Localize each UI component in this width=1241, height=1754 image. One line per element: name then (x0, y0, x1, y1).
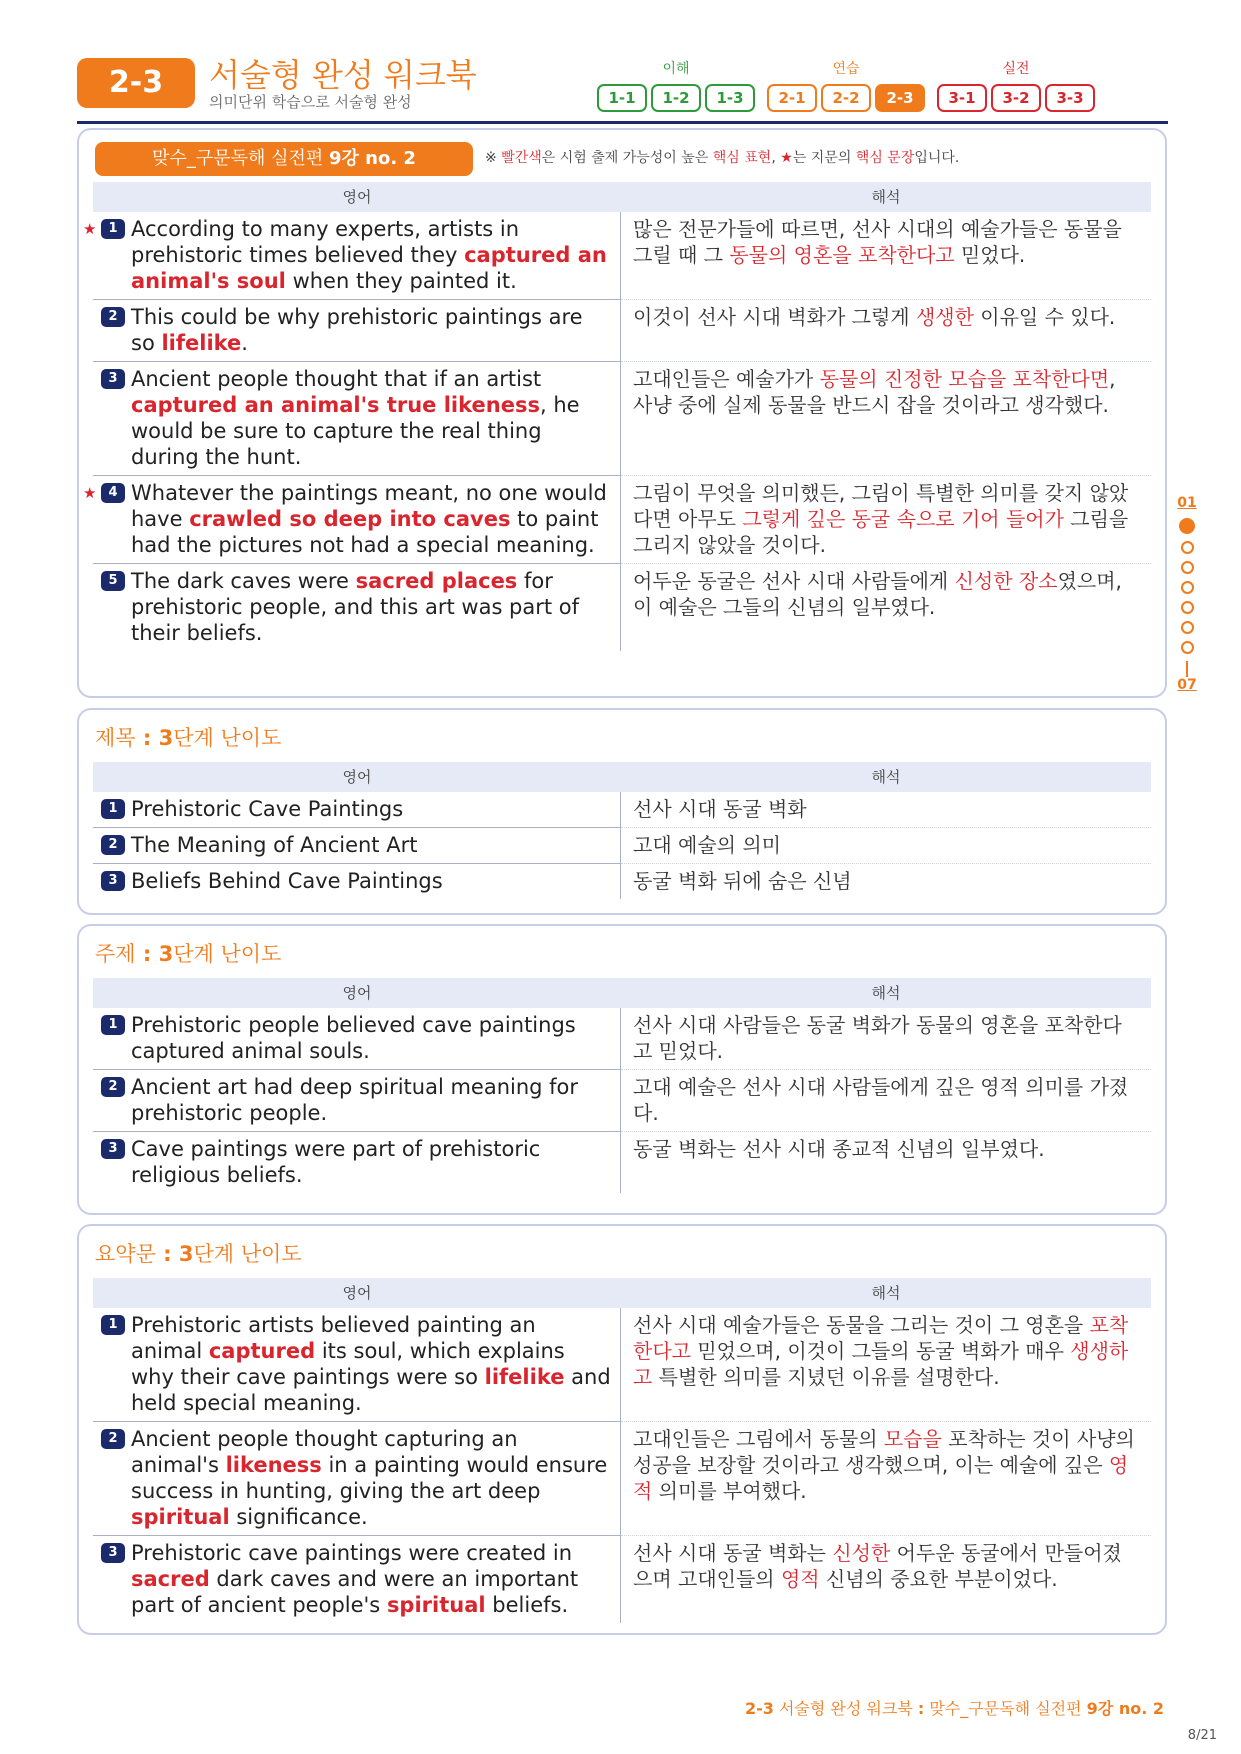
col-english: 영어 (342, 768, 372, 786)
table-row (93, 1422, 1151, 1536)
korean-cell (621, 564, 1151, 651)
progress-bar (1186, 661, 1188, 677)
sentence-number: 1 (101, 799, 125, 819)
table-header (93, 1278, 1151, 1308)
text-segment: According to many experts, artists in prehistoric times believed they (131, 217, 520, 267)
highlight-text: likeness (225, 1453, 322, 1477)
heading-bold: : 3 (135, 942, 174, 966)
stage-chip-1-1[interactable]: 1-1 (597, 84, 647, 112)
korean-cell (621, 476, 1151, 564)
table-header (93, 978, 1151, 1008)
table-row (93, 792, 1151, 828)
text-segment: Ancient people thought that if an artist (131, 367, 542, 391)
text-segment: Ancient people thought capturing an animal's (131, 1427, 518, 1477)
text-segment: , 사냥 중에 실제 동물을 반드시 잡을 것이라고 생각했다. (633, 367, 1116, 417)
unit-badge: 2-3 (77, 58, 195, 108)
table-row (93, 1536, 1151, 1623)
passage-table (83, 182, 1151, 651)
note-mark: ※ (485, 150, 502, 166)
text-segment: 신념의 중요한 부분이었다. (819, 1567, 1058, 1591)
stage-group-real (937, 58, 1095, 112)
note-text: , (771, 150, 781, 166)
text-segment: 선사 시대 동굴 벽화는 (633, 1541, 833, 1565)
english-cell (83, 212, 621, 300)
english-cell (93, 362, 621, 476)
text-segment: 어두운 동굴은 선사 시대 사람들에게 (633, 569, 955, 593)
heading-text: 주제 (95, 942, 136, 966)
title-panel (77, 708, 1167, 915)
highlight-text: captured an animal's true likeness (131, 393, 540, 417)
english-cell (83, 476, 621, 564)
highlight-text: sacred (131, 1567, 210, 1591)
text-segment: and held special meaning. (131, 1365, 611, 1415)
highlight-text: captured an animal's soul (131, 243, 607, 293)
footer-source: 맞수_구문독해 실전편 (924, 1699, 1087, 1718)
stage-group-understand (597, 58, 755, 112)
english-cell (93, 864, 621, 899)
text-segment: 고대 예술은 선사 시대 사람들에게 깊은 영적 의미를 가졌다. (633, 1075, 1129, 1125)
korean-cell (621, 792, 1151, 828)
english-cell (93, 1132, 621, 1193)
text-segment: Beliefs Behind Cave Paintings (131, 869, 443, 893)
stage-chip-3-2[interactable]: 3-2 (991, 84, 1041, 112)
english-cell (93, 1070, 621, 1132)
english-cell (93, 792, 621, 828)
korean-cell (621, 362, 1151, 476)
heading-text: 요약문 (95, 1242, 156, 1266)
highlight-text: lifelike (161, 331, 242, 355)
text-segment: 동굴 벽화는 선사 시대 종교적 신념의 일부였다. (633, 1137, 1045, 1161)
progress-dot[interactable] (1181, 561, 1194, 574)
heading-tail: 단계 난이도 (173, 942, 282, 966)
english-cell (93, 828, 621, 864)
text-segment: 고대 예술의 의미 (633, 833, 781, 857)
text-segment: 선사 시대 예술가들은 동물을 그리는 것이 그 영혼을 (633, 1313, 1090, 1337)
text-segment: Prehistoric artists believed painting an animal (131, 1313, 536, 1363)
sentence-number: 1 (101, 1315, 125, 1335)
stage-label: 연습 (832, 61, 860, 77)
progress-dot[interactable] (1181, 601, 1194, 614)
table-row (93, 864, 1151, 899)
heading-text: 제목 (95, 726, 136, 750)
text-segment: , he would be sure to capture the real thing during the hunt. (131, 393, 580, 469)
note-red-text: 핵심 표현 (712, 150, 772, 166)
text-segment: 그림이 무엇을 의미했든, 그림이 특별한 의미를 갖지 않았다면 아무도 (633, 481, 1129, 531)
korean-cell (621, 828, 1151, 864)
english-cell (93, 564, 621, 651)
english-cell (93, 300, 621, 362)
sentence-number: 3 (101, 1543, 125, 1563)
korean-cell (621, 1536, 1151, 1623)
note-text: 입니다. (914, 150, 960, 166)
text-segment: 많은 전문가들에 따르면, 선사 시대의 예술가들은 동물을 그릴 때 그 (633, 217, 1122, 267)
highlight-text: 동물의 진정한 모습을 포착한다면 (819, 367, 1110, 391)
highlight-text: spiritual (386, 1593, 486, 1617)
title-table (93, 762, 1151, 899)
text-segment: 동굴 벽화 뒤에 숨은 신념 (633, 869, 852, 893)
highlight-text: 영적 (633, 1453, 1129, 1503)
korean-cell (621, 300, 1151, 362)
english-cell (93, 1308, 621, 1422)
table-row (93, 564, 1151, 651)
col-korean: 해석 (871, 1284, 901, 1302)
table-header (93, 762, 1151, 792)
text-segment: to paint had the pictures not had a special meaning. (131, 507, 599, 557)
table-row (83, 212, 1151, 300)
korean-cell (621, 1070, 1151, 1132)
page-header (77, 52, 1168, 124)
text-segment: 이것이 선사 시대 벽화가 그렇게 (633, 305, 916, 329)
highlight-text: crawled so deep into caves (189, 507, 511, 531)
text-segment: Whatever the paintings meant, no one would have (131, 481, 607, 531)
text-segment: 믿었으며, 이것이 그들의 동굴 벽화가 매우 (690, 1339, 1071, 1363)
page-title: 서술형 완성 워크북 (209, 56, 477, 94)
stage-label: 실전 (1002, 61, 1030, 77)
korean-cell (621, 864, 1151, 899)
highlight-text: spiritual (131, 1505, 230, 1529)
table-row (93, 1132, 1151, 1193)
text-segment: 이유일 수 있다. (973, 305, 1116, 329)
legend-note (485, 147, 959, 167)
page-footer (745, 1696, 1164, 1719)
highlight-text: 신성한 장소 (954, 569, 1058, 593)
col-korean: 해석 (871, 984, 901, 1002)
text-segment: This could be why prehistoric paintings are so (131, 305, 583, 355)
footer-lesson: 9강 no. 2 (1086, 1699, 1164, 1718)
sentence-number: 2 (101, 835, 125, 855)
text-segment: dark caves and were an important part of ancient people's (131, 1567, 579, 1617)
sentence-number: 4 (101, 483, 125, 503)
note-red-text: 빨간색 (501, 150, 542, 166)
table-row (83, 476, 1151, 564)
text-segment: Prehistoric Cave Paintings (131, 797, 404, 821)
highlight-text: sacred places (355, 569, 518, 593)
stage-chip-3-1[interactable]: 3-1 (937, 84, 987, 112)
korean-cell (621, 1132, 1151, 1193)
korean-cell (621, 1008, 1151, 1070)
table-row (93, 828, 1151, 864)
star-icon: ★ (83, 220, 97, 238)
text-segment: 선사 시대 사람들은 동굴 벽화가 동물의 영혼을 포착한다고 믿었다. (633, 1013, 1122, 1063)
highlight-text: 모습을 (883, 1427, 942, 1451)
text-segment: significance. (229, 1505, 368, 1529)
progress-dot[interactable] (1181, 541, 1194, 554)
heading-tail: 단계 난이도 (173, 726, 282, 750)
theme-panel (77, 924, 1167, 1215)
table-row (93, 1308, 1151, 1422)
english-cell (93, 1422, 621, 1536)
summary-panel (77, 1224, 1167, 1635)
highlight-text: lifelike (484, 1365, 565, 1389)
progress-dot[interactable] (1181, 621, 1194, 634)
section-heading (95, 938, 281, 968)
footer-sep: : (917, 1699, 925, 1718)
table-header (93, 182, 1151, 212)
section-heading (95, 1238, 302, 1268)
highlight-text: 신성한 (832, 1541, 891, 1565)
text-segment: beliefs. (485, 1593, 569, 1617)
note-text: 는 지문의 (792, 150, 856, 166)
stage-group-practice (767, 58, 925, 112)
source-tag (95, 142, 473, 176)
highlight-text: 영적 (780, 1567, 820, 1591)
text-segment: when they painted it. (285, 269, 517, 293)
col-english: 영어 (342, 1284, 372, 1302)
highlight-text: 생생하고 (633, 1339, 1129, 1389)
progress-dots (1172, 518, 1202, 654)
star-icon: ★ (780, 150, 793, 166)
korean-cell (621, 212, 1151, 300)
highlight-text: 포착한다고 (633, 1313, 1129, 1363)
table-row (93, 300, 1151, 362)
text-segment: for prehistoric people, and this art was part of their beliefs. (131, 569, 580, 645)
english-cell (93, 1536, 621, 1623)
footer-unit: 2-3 (744, 1699, 774, 1718)
english-cell (93, 1008, 621, 1070)
text-segment: 고대인들은 예술가가 (633, 367, 820, 391)
heading-bold: : 3 (155, 1242, 194, 1266)
sentence-number: 2 (101, 307, 125, 327)
highlight-text: 동물의 영혼을 포착한다고 (729, 243, 955, 267)
table-row (93, 362, 1151, 476)
stage-chip-2-2[interactable]: 2-2 (821, 84, 871, 112)
progress-dot[interactable] (1179, 518, 1195, 534)
text-segment: its soul, which explains why their cave paintings were so (131, 1339, 565, 1389)
section-heading (95, 722, 281, 752)
text-segment: 였으며, 이 예술은 그들의 신념의 일부였다. (633, 569, 1122, 619)
text-segment: Prehistoric cave paintings were created in (131, 1541, 573, 1565)
highlight-text: 그렇게 깊은 동굴 속으로 기어 들어가 (742, 507, 1064, 531)
text-segment: . (241, 331, 248, 355)
text-segment: Cave paintings were part of prehistoric religious beliefs. (131, 1137, 541, 1187)
col-korean: 해석 (871, 768, 901, 786)
text-segment: 선사 시대 동굴 벽화 (633, 797, 807, 821)
stage-chip-1-2[interactable]: 1-2 (651, 84, 701, 112)
col-korean: 해석 (871, 188, 901, 206)
col-english: 영어 (342, 188, 372, 206)
text-segment: 고대인들은 그림에서 동물의 (633, 1427, 884, 1451)
sentence-number: 1 (101, 219, 125, 239)
source-tag-bold: 9강 no. 2 (328, 148, 416, 169)
theme-table (93, 978, 1151, 1193)
stage-chip-3-3[interactable]: 3-3 (1045, 84, 1095, 112)
stage-chip-2-1[interactable]: 2-1 (767, 84, 817, 112)
text-segment: in a painting would ensure success in hunting, giving the art deep (131, 1453, 608, 1503)
stage-chip-1-3[interactable]: 1-3 (705, 84, 755, 112)
stage-label: 이해 (662, 61, 690, 77)
progress-dot[interactable] (1181, 641, 1194, 654)
sentence-number: 5 (101, 571, 125, 591)
table-row (93, 1070, 1151, 1132)
sentence-number: 3 (101, 871, 125, 891)
heading-tail: 단계 난이도 (193, 1242, 302, 1266)
highlight-text: captured (208, 1339, 316, 1363)
text-segment: 어두운 동굴에서 만들어졌으며 고대인들의 (633, 1541, 1122, 1591)
col-english: 영어 (342, 984, 372, 1002)
star-icon: ★ (83, 484, 97, 502)
side-progress (1172, 495, 1202, 693)
sentence-number: 3 (101, 369, 125, 389)
sentence-number: 2 (101, 1077, 125, 1097)
text-segment: 포착하는 것이 사냥의 성공을 보장할 것이라고 생각했으며, 이는 예술에 깊은 (633, 1427, 1135, 1477)
text-segment: The Meaning of Ancient Art (131, 833, 418, 857)
note-text: 은 시험 출제 가능성이 높은 (541, 150, 713, 166)
sentence-number: 2 (101, 1429, 125, 1449)
heading-bold: : 3 (135, 726, 174, 750)
text-segment: The dark caves were (131, 569, 356, 593)
progress-dot[interactable] (1181, 581, 1194, 594)
table-row (93, 1008, 1151, 1070)
page-subtitle: 의미단위 학습으로 서술형 완성 (209, 93, 412, 111)
stage-chip-2-3[interactable]: 2-3 (875, 84, 925, 112)
text-segment: 의미를 부여했다. (652, 1479, 807, 1503)
page-number: 8/21 (1187, 1728, 1217, 1743)
progress-end: 07 (1177, 677, 1197, 693)
source-tag-text: 맞수_구문독해 실전편 (152, 148, 329, 169)
passage-panel (77, 128, 1167, 698)
text-segment: 믿었다. (954, 243, 1026, 267)
progress-start: 01 (1177, 495, 1197, 511)
sentence-number: 1 (101, 1015, 125, 1035)
korean-cell (621, 1308, 1151, 1422)
text-segment: Prehistoric people believed cave paintings captured animal souls. (131, 1013, 576, 1063)
note-red-text: 핵심 문장 (855, 150, 915, 166)
korean-cell (621, 1422, 1151, 1536)
text-segment: 그림을 그리지 않았을 것이다. (633, 507, 1129, 557)
text-segment: 특별한 의미를 지녔던 이유를 설명한다. (652, 1365, 1000, 1389)
footer-title: 서술형 완성 워크북 (773, 1699, 918, 1718)
summary-table (93, 1278, 1151, 1623)
sentence-number: 3 (101, 1139, 125, 1159)
highlight-text: 생생한 (915, 305, 974, 329)
text-segment: Ancient art had deep spiritual meaning for prehistoric people. (131, 1075, 579, 1125)
